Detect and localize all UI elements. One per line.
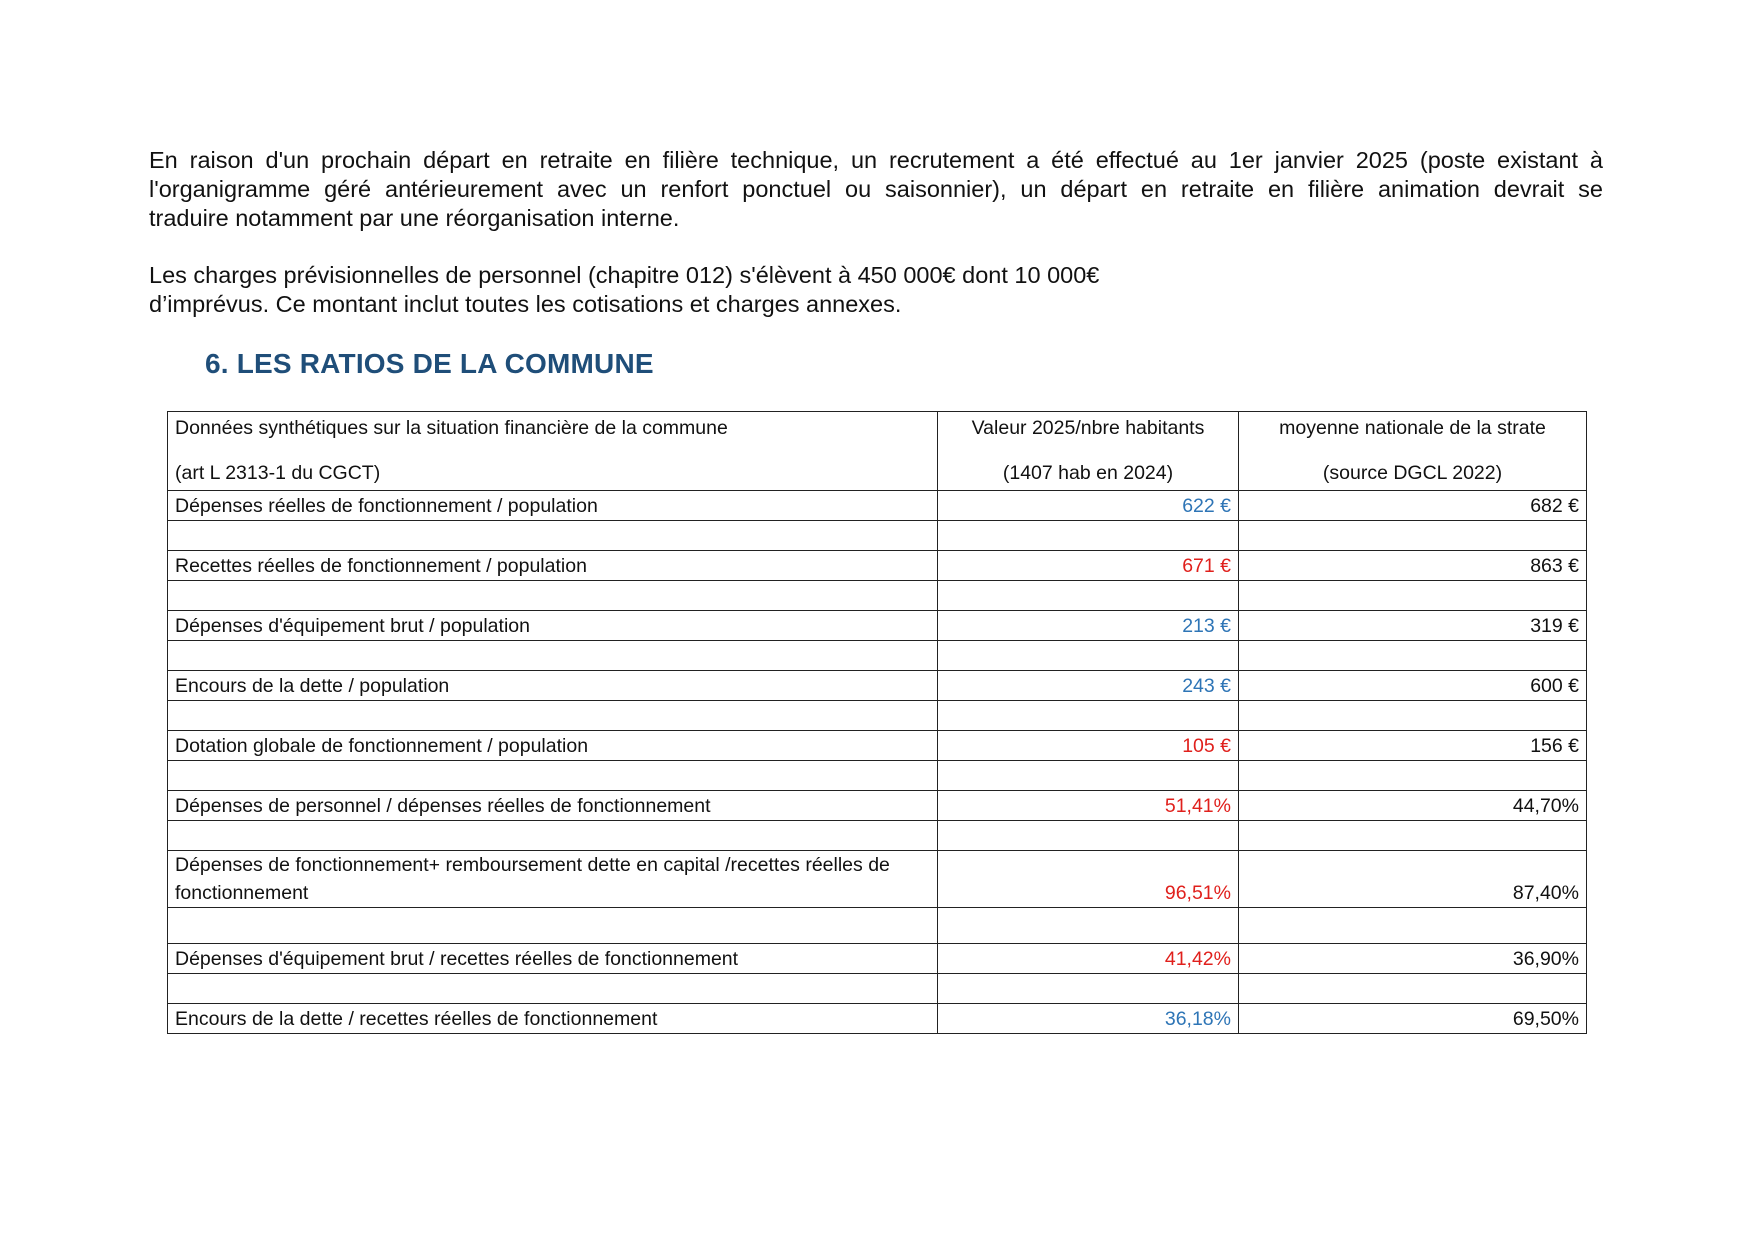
table-row	[168, 491, 1587, 521]
spacer-row	[168, 581, 1587, 611]
paragraph-line: En raison d'un prochain départ en retraite en filière technique, un recrutement a été effectué au 1er janvier 2025 (poste existant à	[149, 147, 1603, 173]
ratio-label-cell: Encours de la dette / recettes réelles de fonctionnement	[168, 1004, 938, 1034]
national-average-cell: 319 €	[1239, 611, 1587, 641]
paragraph-line: d’imprévus. Ce montant inclut toutes les cotisations et charges annexes.	[149, 291, 902, 317]
national-average-cell: 36,90%	[1239, 944, 1587, 974]
section-heading: 6. LES RATIOS DE LA COMMUNE	[205, 348, 654, 379]
empty-cell	[938, 761, 1239, 791]
empty-cell	[1239, 641, 1587, 671]
empty-cell	[168, 641, 938, 671]
paragraph-line: Les charges prévisionnelles de personnel (chapitre 012) s'élèvent à 450 000€ dont 10 000€	[149, 262, 1100, 288]
commune-value-cell: 41,42%	[938, 944, 1239, 974]
commune-value-cell: 213 €	[938, 611, 1239, 641]
empty-cell	[1239, 761, 1587, 791]
spacer-row	[168, 701, 1587, 731]
table-row	[168, 551, 1587, 581]
national-average-cell: 600 €	[1239, 671, 1587, 701]
spacer-row	[168, 908, 1587, 944]
commune-value-cell: 622 €	[938, 491, 1239, 521]
empty-cell	[168, 521, 938, 551]
table-row	[168, 851, 1587, 908]
empty-cell	[938, 974, 1239, 1004]
ratio-label-cell: Dotation globale de fonctionnement / population	[168, 731, 938, 761]
header-cell-value-2025	[938, 412, 1239, 491]
empty-cell	[168, 761, 938, 791]
header-line: (art L 2313-1 du CGCT)	[175, 462, 381, 484]
paragraph-line: traduire notamment par une réorganisation interne.	[149, 205, 680, 231]
header-line: moyenne nationale de la strate	[1279, 417, 1546, 439]
empty-cell	[168, 821, 938, 851]
national-average-cell: 87,40%	[1239, 851, 1587, 908]
ratios-table	[167, 411, 1587, 1034]
ratio-label-cell: Dépenses réelles de fonctionnement / population	[168, 491, 938, 521]
empty-cell	[168, 701, 938, 731]
header-cell-description	[168, 412, 938, 491]
national-average-cell: 863 €	[1239, 551, 1587, 581]
spacer-row	[168, 821, 1587, 851]
empty-cell	[938, 908, 1239, 944]
empty-cell	[938, 641, 1239, 671]
commune-value-cell: 243 €	[938, 671, 1239, 701]
ratio-label-cell: Dépenses de fonctionnement+ remboursement dette en capital /recettes réelles de fonctionnement	[168, 851, 938, 908]
table-row	[168, 611, 1587, 641]
spacer-row	[168, 974, 1587, 1004]
spacer-row	[168, 521, 1587, 551]
empty-cell	[1239, 581, 1587, 611]
empty-cell	[1239, 521, 1587, 551]
ratio-label-cell: Dépenses d'équipement brut / recettes réelles de fonctionnement	[168, 944, 938, 974]
empty-cell	[1239, 908, 1587, 944]
national-average-cell: 44,70%	[1239, 791, 1587, 821]
commune-value-cell: 51,41%	[938, 791, 1239, 821]
empty-cell	[938, 701, 1239, 731]
empty-cell	[1239, 974, 1587, 1004]
header-line: Données synthétiques sur la situation financière de la commune	[175, 417, 728, 439]
commune-value-cell: 96,51%	[938, 851, 1239, 908]
ratio-label-cell: Recettes réelles de fonctionnement / population	[168, 551, 938, 581]
empty-cell	[168, 581, 938, 611]
empty-cell	[938, 581, 1239, 611]
table-header-row	[168, 412, 1587, 491]
table-row	[168, 671, 1587, 701]
commune-value-cell: 105 €	[938, 731, 1239, 761]
paragraph-line: l'organigramme géré antérieurement avec un renfort ponctuel ou saisonnier), un départ en retraite en filière animation devrait se	[149, 176, 1603, 202]
ratio-label-cell: Dépenses de personnel / dépenses réelles de fonctionnement	[168, 791, 938, 821]
table-row	[168, 1004, 1587, 1034]
header-cell-national-average	[1239, 412, 1587, 491]
empty-cell	[1239, 701, 1587, 731]
header-line: (1407 hab en 2024)	[1002, 462, 1174, 484]
header-line: (source DGCL 2022)	[1322, 462, 1503, 484]
spacer-row	[168, 761, 1587, 791]
ratio-label-cell: Dépenses d'équipement brut / population	[168, 611, 938, 641]
table-row	[168, 791, 1587, 821]
empty-cell	[168, 908, 938, 944]
table-row	[168, 944, 1587, 974]
paragraph-personnel-charges	[149, 261, 1603, 319]
ratio-label-cell: Encours de la dette / population	[168, 671, 938, 701]
table-row	[168, 731, 1587, 761]
national-average-cell: 156 €	[1239, 731, 1587, 761]
spacer-row	[168, 641, 1587, 671]
national-average-cell: 682 €	[1239, 491, 1587, 521]
national-average-cell: 69,50%	[1239, 1004, 1587, 1034]
empty-cell	[938, 821, 1239, 851]
commune-value-cell: 671 €	[938, 551, 1239, 581]
commune-value-cell: 36,18%	[938, 1004, 1239, 1034]
empty-cell	[1239, 821, 1587, 851]
header-line: Valeur 2025/nbre habitants	[971, 417, 1205, 439]
paragraph-retirement	[149, 146, 1603, 233]
empty-cell	[938, 521, 1239, 551]
empty-cell	[168, 974, 938, 1004]
